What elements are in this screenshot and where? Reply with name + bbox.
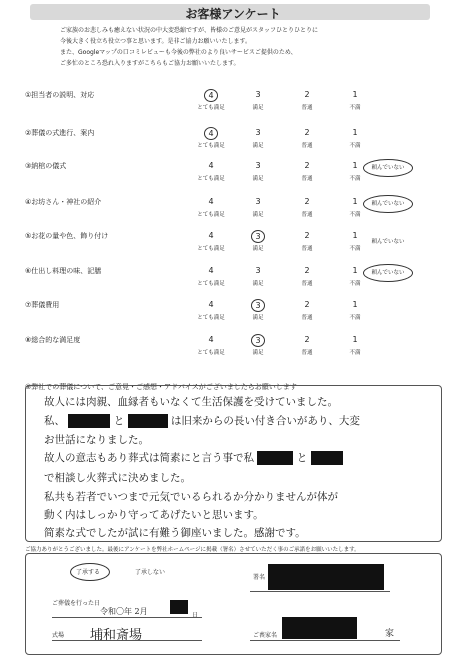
comment-text: と [113,415,125,427]
rating-number-text: 2 [304,266,310,275]
rating-caption: 普通 [301,315,313,321]
comment-line: 故人には肉親、血縁者もいなくて生活保護を受けていました。 [44,396,338,408]
rating-number-text: 1 [352,128,358,137]
intro-line: 今後大きく役立ち役立つ事と思います。是非ご協力お願いいたします。 [60,38,252,45]
rating-option[interactable] [191,299,231,321]
comment-text: 故人の意志もあり葬式は简素にと言う事で私 [44,452,254,464]
family-underline [250,640,400,641]
rating-caption: 不満 [349,176,361,182]
page-title: お客様アンケート [185,7,281,21]
intro-text [60,25,420,69]
rating-option[interactable] [238,160,278,182]
rating-number [335,89,375,100]
question-row [25,90,445,124]
rating-number [238,230,278,241]
rating-number [238,334,278,345]
rating-number-text: 3 [255,90,261,99]
rating-caption: 満足 [252,212,264,218]
rating-number [238,196,278,207]
rating-option[interactable] [238,196,278,218]
not-requested-circled[interactable]: 頼んでいない [363,264,413,282]
comment-line: 私共も若者でいつまで元気でいるられるか分かりませんが体が [44,491,338,503]
date-day-label: 日 [192,612,199,619]
rating-caption: とても満足 [197,315,225,321]
comment-line: 動く内はしっかり守ってあげたいと思います。 [44,509,264,521]
rating-number-text: 4 [208,197,214,206]
circled-rating: 3 [251,334,265,347]
rating-caption: 不満 [349,105,361,111]
rating-caption: 不満 [349,350,361,356]
rating-number [191,299,231,310]
comment-text: は旧来からの長い付き合いがあり、大変 [170,415,360,427]
rating-option[interactable] [238,127,278,149]
not-requested-circled[interactable]: 頼んでいない [363,159,413,177]
rating-number [287,196,327,207]
rating-number [191,127,231,138]
rating-option[interactable] [287,334,327,356]
question-row [25,335,445,369]
comment-text: と [296,452,308,464]
rating-number [191,89,231,100]
rating-number-text: 2 [304,161,310,170]
rating-option[interactable] [335,299,375,321]
rating-caption: とても満足 [197,143,225,149]
question-label: ⑤お花の量や色、飾り付け [25,232,109,240]
rating-caption: とても満足 [197,105,225,111]
intro-line: ご家族のお悲しみも癒えない状況の中大変恐縮ですが、皆様のご意見がスタッフひとりひとりに [60,27,319,34]
rating-number-text: 2 [304,90,310,99]
rating-caption: とても満足 [197,212,225,218]
question-label: ⑥仕出し料理の味、記膳 [25,267,102,275]
disagree-option[interactable]: 了承しない [135,569,166,576]
rating-number-text: 2 [304,128,310,137]
rating-number-text: 4 [208,266,214,275]
question-row [25,161,445,195]
question-row [25,197,445,231]
rating-caption: 不満 [349,143,361,149]
comment-line: お世話になりました。 [44,434,149,446]
rating-number [191,265,231,276]
rating-number-text: 2 [304,197,310,206]
signature-redaction [268,564,384,590]
comment-text: 私、 [44,415,65,427]
rating-caption: とても満足 [197,350,225,356]
rating-option[interactable] [191,196,231,218]
comment-line: 简素な式でしたが試に有難う御座いました。感謝です。 [44,527,306,539]
comment-box [25,385,442,542]
rating-caption: とても満足 [197,176,225,182]
intro-line: ご多忙のところ恐れ入りますがこちらもご協力お願いいたします。 [60,60,240,67]
rating-caption: 満足 [252,350,264,356]
rating-number-text: 1 [352,300,358,309]
agree-option[interactable]: 了承する [76,569,101,576]
rating-number-text: 3 [255,128,261,137]
rating-option[interactable] [287,299,327,321]
rating-number-text: 1 [352,335,358,344]
rating-number [335,299,375,310]
rating-caption: 満足 [252,176,264,182]
date-label: ご葬儀を行った日 [52,600,101,607]
rating-number [335,127,375,138]
rating-number-text: 4 [208,231,214,240]
rating-number-text: 2 [304,300,310,309]
rating-number-text: 4 [208,335,214,344]
date-value: 令和〇年 2月 [100,607,148,616]
rating-number [238,299,278,310]
rating-number [191,230,231,241]
comment-line [44,450,343,465]
not-requested-circled[interactable]: 頼んでいない [363,195,413,213]
rating-caption: 普通 [301,281,313,287]
rating-option[interactable] [287,127,327,149]
rating-number-text: 1 [352,161,358,170]
question-label: ⑦葬儀費用 [25,301,60,309]
rating-option[interactable] [191,334,231,356]
rating-number [287,334,327,345]
comment-line [44,413,360,428]
question-label: ①担当者の説明、対応 [25,91,95,99]
rating-caption: 満足 [252,315,264,321]
circled-rating: 3 [251,299,265,312]
rating-number [238,89,278,100]
question-label: ②葬儀の式進行、案内 [25,129,95,137]
question-row [25,231,445,265]
rating-number [238,127,278,138]
rating-caption: 普通 [301,212,313,218]
rating-option[interactable] [335,89,375,111]
intro-line: また、Googleマップの口コミレビューも今後の弊社のより良いサービスご提供のため、 [60,49,297,56]
rating-number-text: 2 [304,335,310,344]
rating-option[interactable] [287,265,327,287]
rating-number-text: 3 [255,197,261,206]
rating-option[interactable] [191,230,231,252]
rating-number-text: 1 [352,231,358,240]
rating-caption: 満足 [252,143,264,149]
rating-number [238,160,278,171]
redaction-block [311,451,343,465]
rating-number [238,265,278,276]
rating-caption: 普通 [301,176,313,182]
rating-number-text: 4 [208,161,214,170]
sign-label: 署名 [253,574,266,581]
footer-notice: ご協力ありがとうございました。最後にアンケートを弊社ホームページに掲載（署名）させていただく事のご承諾をお願いいたします。 [25,547,360,553]
venue-label: 式場 [52,632,65,639]
rating-caption: 普通 [301,246,313,252]
rating-number [191,196,231,207]
venue-value: 埔和斎場 [90,628,143,643]
rating-number-text: 2 [304,231,310,240]
rating-number [287,230,327,241]
rating-number [287,127,327,138]
rating-caption: とても満足 [197,281,225,287]
question-9-label: ⑨弊社での葬儀について、ご意見・ご感想・アドバイスがございましたらお願いします [25,383,297,391]
rating-number-text: 1 [352,90,358,99]
comment-line: で相談し火葬式に決めました。 [44,472,191,484]
question-label: ⑧総合的な満足度 [25,336,81,344]
rating-option[interactable] [238,334,278,356]
rating-option[interactable] [287,160,327,182]
question-label: ④お坊さん・神社の紹介 [25,198,102,206]
rating-option[interactable] [191,127,231,149]
family-label: ご喪家名 [253,632,278,639]
question-row [25,300,445,334]
rating-option[interactable] [335,334,375,356]
rating-caption: 満足 [252,281,264,287]
rating-number-text: 1 [352,266,358,275]
rating-caption: 普通 [301,350,313,356]
redaction-block [257,451,293,465]
rating-option[interactable] [238,230,278,252]
circled-rating: 3 [251,230,265,243]
rating-number-text: 3 [255,266,261,275]
question-row [25,266,445,300]
date-underline [52,617,202,618]
not-requested-label[interactable]: 頼んでいない [371,239,405,245]
rating-caption: 不満 [349,212,361,218]
rating-option[interactable] [287,89,327,111]
rating-number-text: 1 [352,197,358,206]
rating-caption: 満足 [252,246,264,252]
rating-option[interactable] [238,299,278,321]
question-row [25,128,445,162]
rating-caption: 普通 [301,143,313,149]
rating-number [287,265,327,276]
rating-caption: 不満 [349,246,361,252]
family-redaction [282,617,357,639]
sign-underline [250,591,390,592]
redaction-block [128,414,168,428]
rating-option[interactable] [335,127,375,149]
venue-underline [52,640,202,641]
rating-number [191,160,231,171]
rating-caption: 不満 [349,281,361,287]
family-suffix: 家 [385,629,395,639]
circled-rating: 4 [204,89,218,102]
circled-rating: 4 [204,127,218,140]
rating-caption: とても満足 [197,246,225,252]
rating-caption: 普通 [301,105,313,111]
rating-option[interactable] [238,265,278,287]
rating-option[interactable] [238,89,278,111]
date-redaction [170,600,188,614]
rating-number [335,334,375,345]
rating-option[interactable] [191,265,231,287]
rating-caption: 不満 [349,315,361,321]
rating-option[interactable] [191,160,231,182]
rating-option[interactable] [287,196,327,218]
rating-number [191,334,231,345]
rating-number [287,89,327,100]
rating-option[interactable] [191,89,231,111]
question-label: ③納棺の儀式 [25,162,67,170]
rating-number-text: 4 [208,300,214,309]
rating-number [287,299,327,310]
rating-option[interactable] [287,230,327,252]
redaction-block [68,414,110,428]
rating-number [287,160,327,171]
rating-number-text: 3 [255,161,261,170]
rating-caption: 満足 [252,105,264,111]
